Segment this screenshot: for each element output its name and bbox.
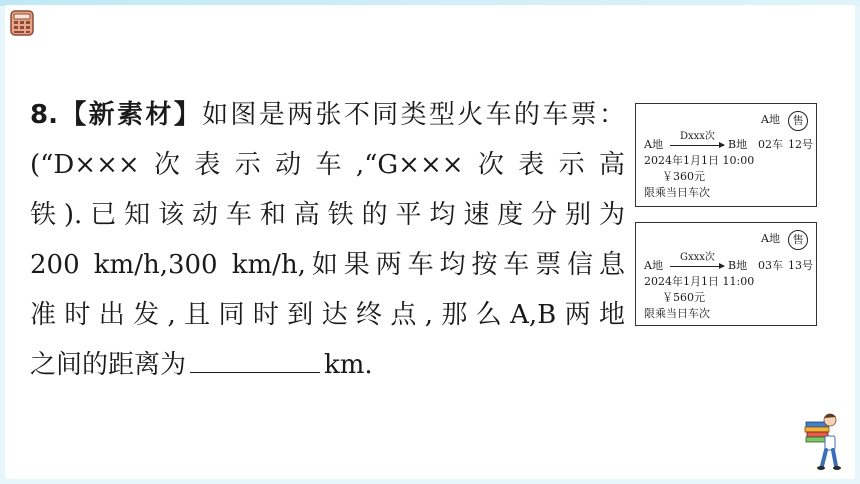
ticket-to: B地 bbox=[728, 259, 748, 272]
answer-blank[interactable] bbox=[190, 342, 320, 373]
sell-stamp-icon: 售 bbox=[788, 111, 808, 131]
ticket-from: A地 bbox=[644, 259, 663, 272]
sell-stamp-icon: 售 bbox=[788, 230, 808, 250]
ticket-datetime: 2024年1月1日 10:00 bbox=[644, 154, 755, 167]
ticket-seat: 13号 bbox=[788, 259, 813, 272]
problem-line-5: 准时出发,且同时到达终点,那么A,B两地 bbox=[30, 300, 625, 330]
ticket-note: 限乘当日车次 bbox=[644, 186, 710, 199]
problem-line-4: 200 km/h,300 km/h,如果两车均按车票信息 bbox=[30, 250, 625, 280]
ticket-from: A地 bbox=[644, 138, 663, 151]
ticket-note: 限乘当日车次 bbox=[644, 307, 710, 320]
problem-line-1-text: 如图是两张不同类型火车的车票： bbox=[202, 100, 625, 130]
ticket-header-station: A地 bbox=[761, 232, 780, 245]
unit-label: km. bbox=[324, 350, 373, 380]
problem-line-2: (“D×××次表示动车,“G×××次表示高 bbox=[30, 150, 625, 180]
ticket-train-number: Dxxx次 bbox=[680, 131, 715, 142]
ticket-seat: 12号 bbox=[788, 138, 813, 151]
student-carrying-books-icon bbox=[800, 410, 842, 472]
ticket-car: 03车 bbox=[758, 259, 783, 272]
arrow-icon bbox=[670, 266, 724, 267]
problem-tag: 【新素材】 bbox=[57, 100, 203, 130]
ticket-price: ￥560元 bbox=[662, 291, 705, 304]
ticket-price: ￥360元 bbox=[662, 170, 705, 183]
ticket-g-train bbox=[635, 222, 817, 326]
problem-line-1 bbox=[30, 90, 625, 140]
problem-line-6 bbox=[30, 340, 625, 390]
ticket-datetime: 2024年1月1日 11:00 bbox=[644, 275, 755, 288]
arrow-icon bbox=[670, 145, 724, 146]
ticket-train-number: Gxxx次 bbox=[680, 252, 715, 263]
ticket-d-train bbox=[635, 103, 817, 207]
problem-line-6-text: 之间的距离为 bbox=[30, 350, 187, 380]
problem-text bbox=[30, 90, 625, 390]
ticket-to: B地 bbox=[728, 138, 748, 151]
calculator-icon bbox=[10, 10, 34, 36]
ticket-header-station: A地 bbox=[761, 113, 780, 126]
problem-number: 8. bbox=[30, 100, 58, 130]
ticket-car: 02车 bbox=[758, 138, 783, 151]
problem-line-3: 铁).已知该动车和高铁的平均速度分别为 bbox=[30, 200, 625, 230]
